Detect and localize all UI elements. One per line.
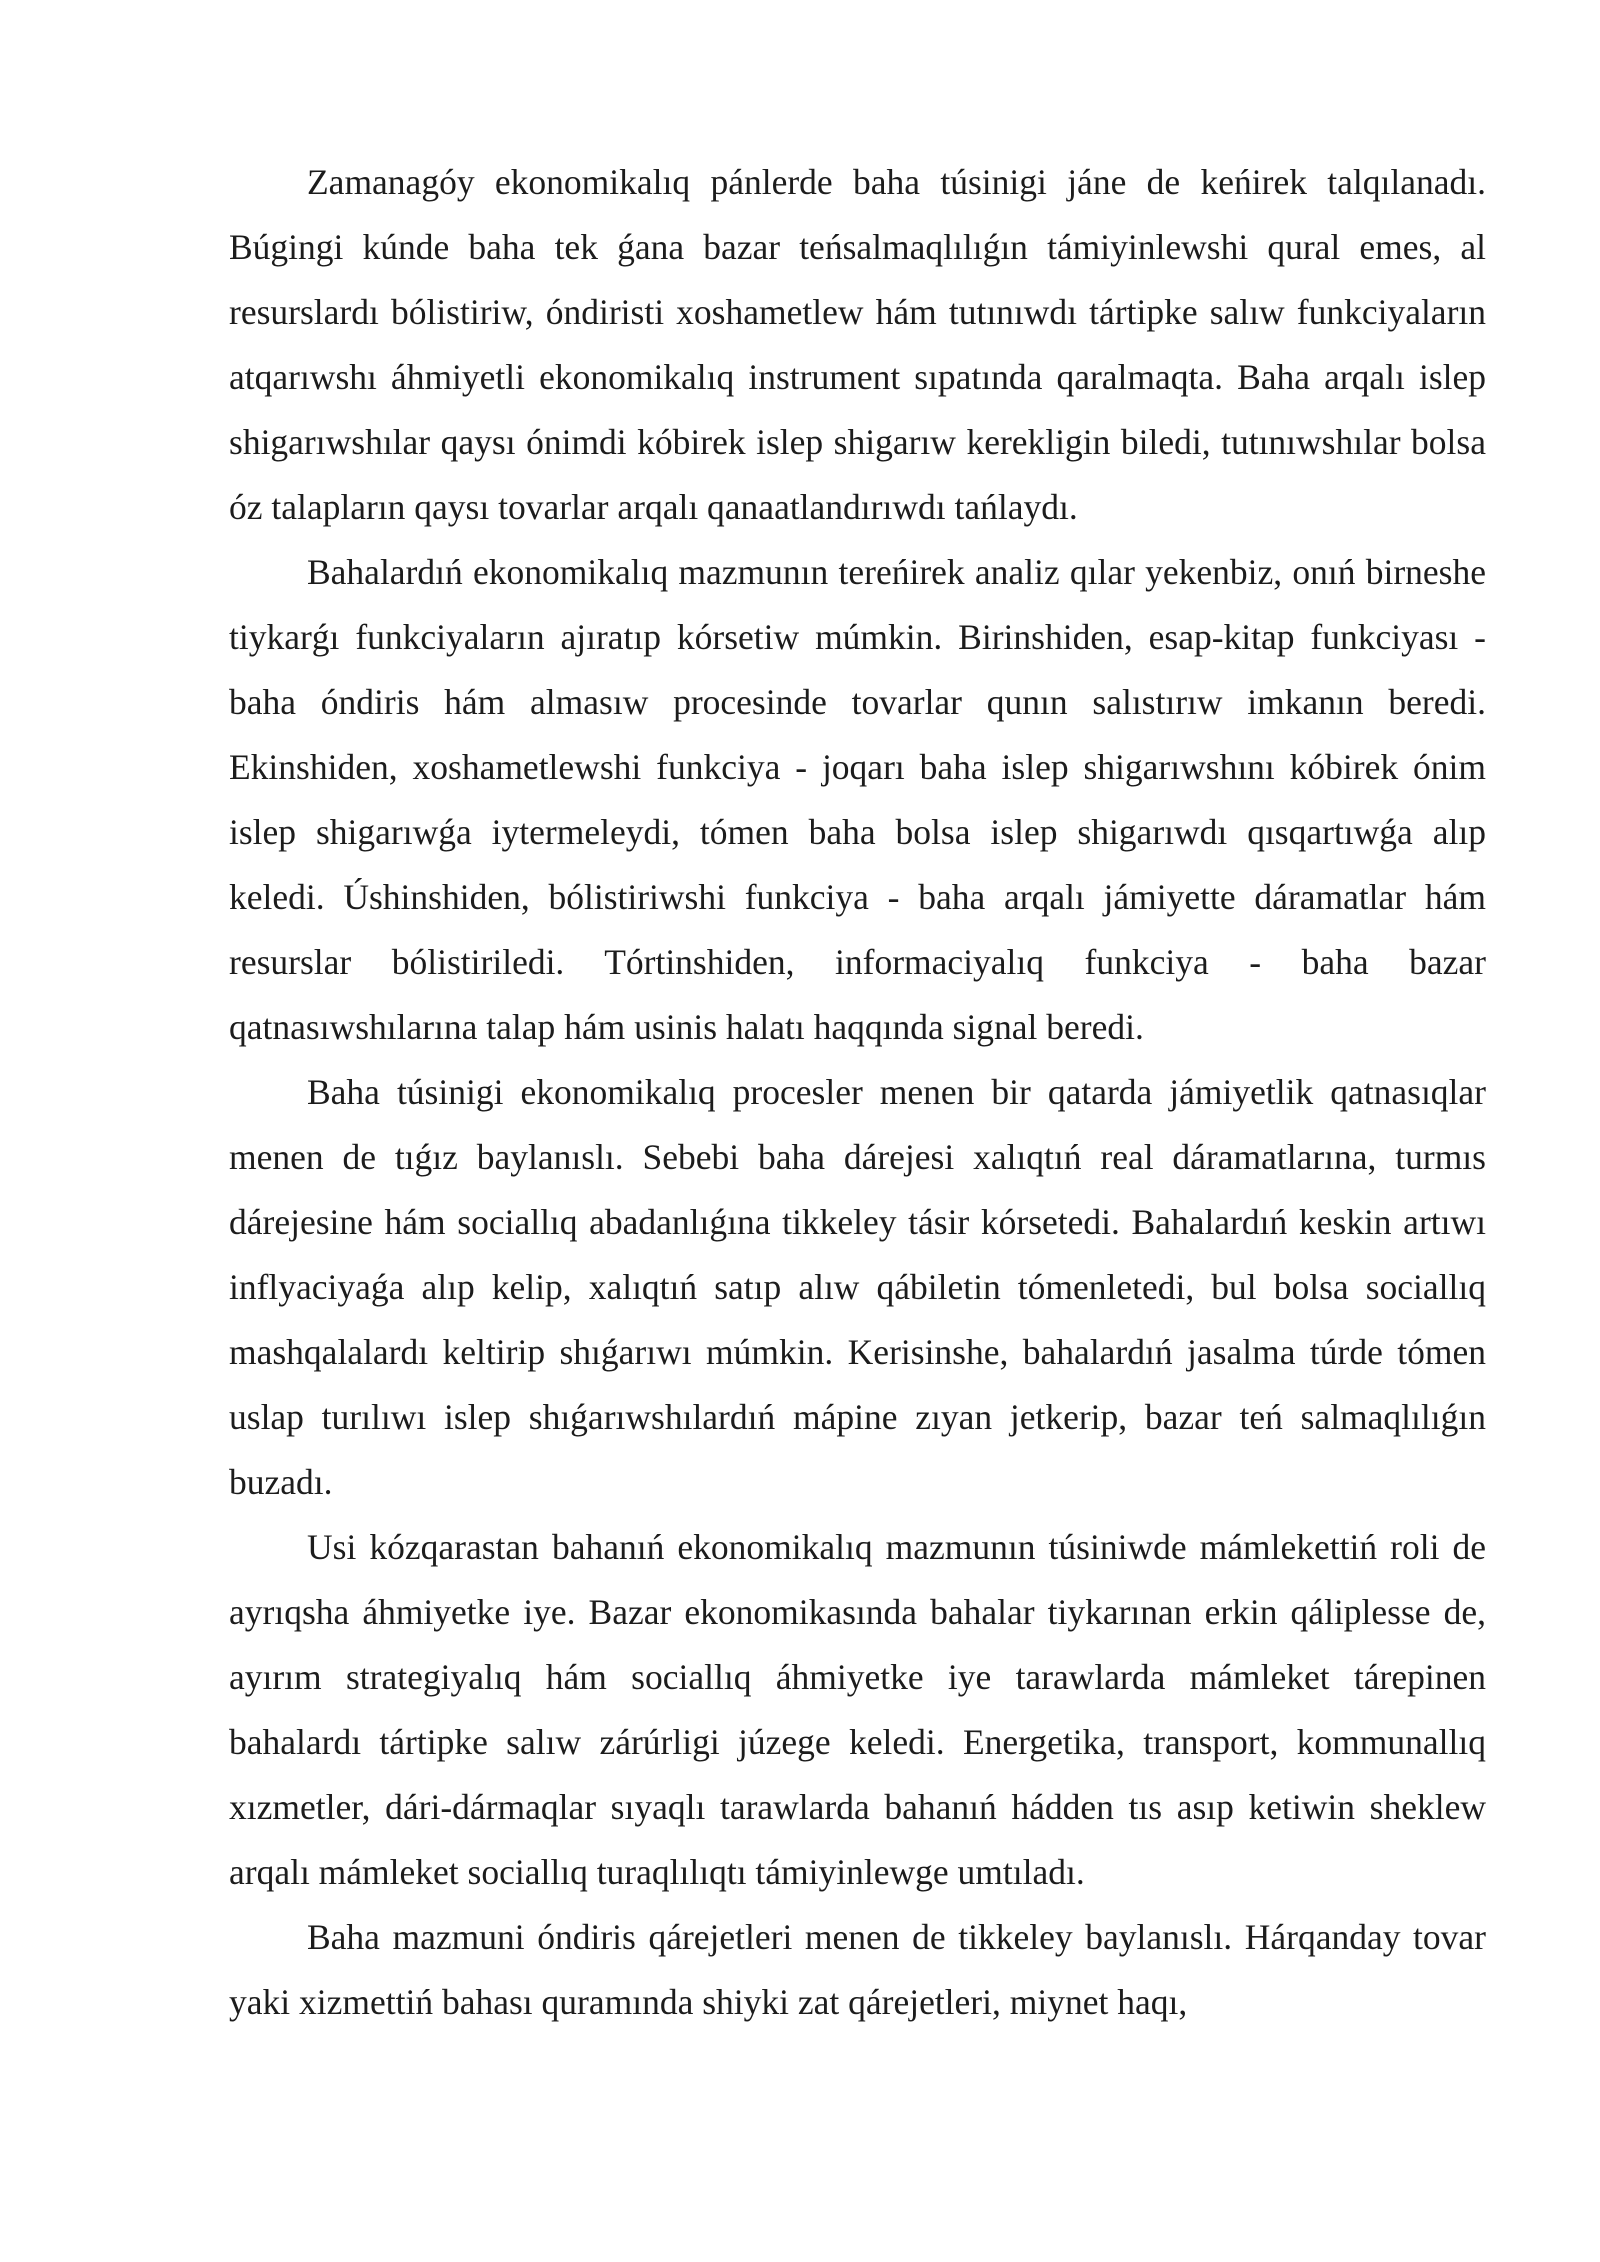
paragraph-1: Zamanagóy ekonomikalıq pánlerde baha túsinigi jáne de keńirek talqılanadı. Búgingi kúnde baha tek ǵana bazar teńsalmaqlılıǵın támiyinlewshi qural emes, al resurslardı bólistiriw, óndiristi xoshametlew hám tutınıwdı tártipke salıw funkciyaların atqarıwshı áhmiyetli ekonomikalıq instrument sıpatında qaralmaqta. Baha arqalı islep shigarıwshılar qaysı ónimdi kóbirek islep shigarıw kerekligin biledi, tutınıwshılar bolsa óz talapların qaysı tovarlar arqalı qanaatlandırıwdı tańlaydı. bbox=[229, 162, 1486, 527]
document-page bbox=[229, 150, 1486, 2035]
paragraph-4: Usi kózqarastan bahanıń ekonomikalıq mazmunın túsiniwde mámlekettiń roli de ayrıqsha áhmiyetke iye. Bazar ekonomikasında bahalar tiykarınan erkin qáliplesse de, ayırım strategiyalıq hám sociallıq áhmiyetke iye tarawlarda mámleket tárepinen bahalardı tártipke salıw zárúrligi júzege keledi. Energetika, transport, kommunallıq xızmetler, dári-dármaqlar sıyaqlı tarawlarda bahanıń hádden tıs asıp ketiwin sheklew arqalı mámleket sociallıq turaqlılıqtı támiyinlewge umtıladı. bbox=[229, 1527, 1486, 1892]
paragraph-2: Bahalardıń ekonomikalıq mazmunın tereńirek analiz qılar yekenbiz, onıń birneshe tiykarǵı funkciyaların ajıratıp kórsetiw múmkin. Birinshiden, esap-kitap funkciyası - baha óndiris hám almasıw procesinde tovarlar qunın salıstırıw imkanın beredi. Ekinshiden, xoshametlewshi funkciya - joqarı baha islep shigarıwshını kóbirek ónim islep shigarıwǵa iytermeleydi, tómen baha bolsa islep shigarıwdı qısqartıwǵa alıp keledi. Úshinshiden, bólistiriwshi funkciya - baha arqalı jámiyette dáramatlar hám resurslar bólistiriledi. Tórtinshiden, informaciyalıq funkciya - baha bazar qatnasıwshılarına talap hám usinis halatı haqqında signal beredi. bbox=[229, 552, 1486, 1047]
paragraph-5: Baha mazmuni óndiris qárejetleri menen de tikkeley baylanıslı. Hárqanday tovar yaki xizmettiń bahası quramında shiyki zat qárejetleri, miynet haqı, bbox=[229, 1917, 1486, 2022]
paragraph-3: Baha túsinigi ekonomikalıq procesler menen bir qatarda jámiyetlik qatnasıqlar menen de tıǵız baylanıslı. Sebebi baha dárejesi xalıqtıń real dáramatlarına, turmıs dárejesine hám sociallıq abadanlıǵına tikkeley tásir kórsetedi. Bahalardıń keskin artıwı inflyaciyaǵa alıp kelip, xalıqtıń satıp alıw qábiletin tómenletedi, bul bolsa sociallıq mashqalalardı keltirip shıǵarıwı múmkin. Kerisinshe, bahalardıń jasalma túrde tómen uslap turılıwı islep shıǵarıwshılardıń mápine zıyan jetkerip, bazar teń salmaqlılıǵın buzadı. bbox=[229, 1072, 1486, 1502]
